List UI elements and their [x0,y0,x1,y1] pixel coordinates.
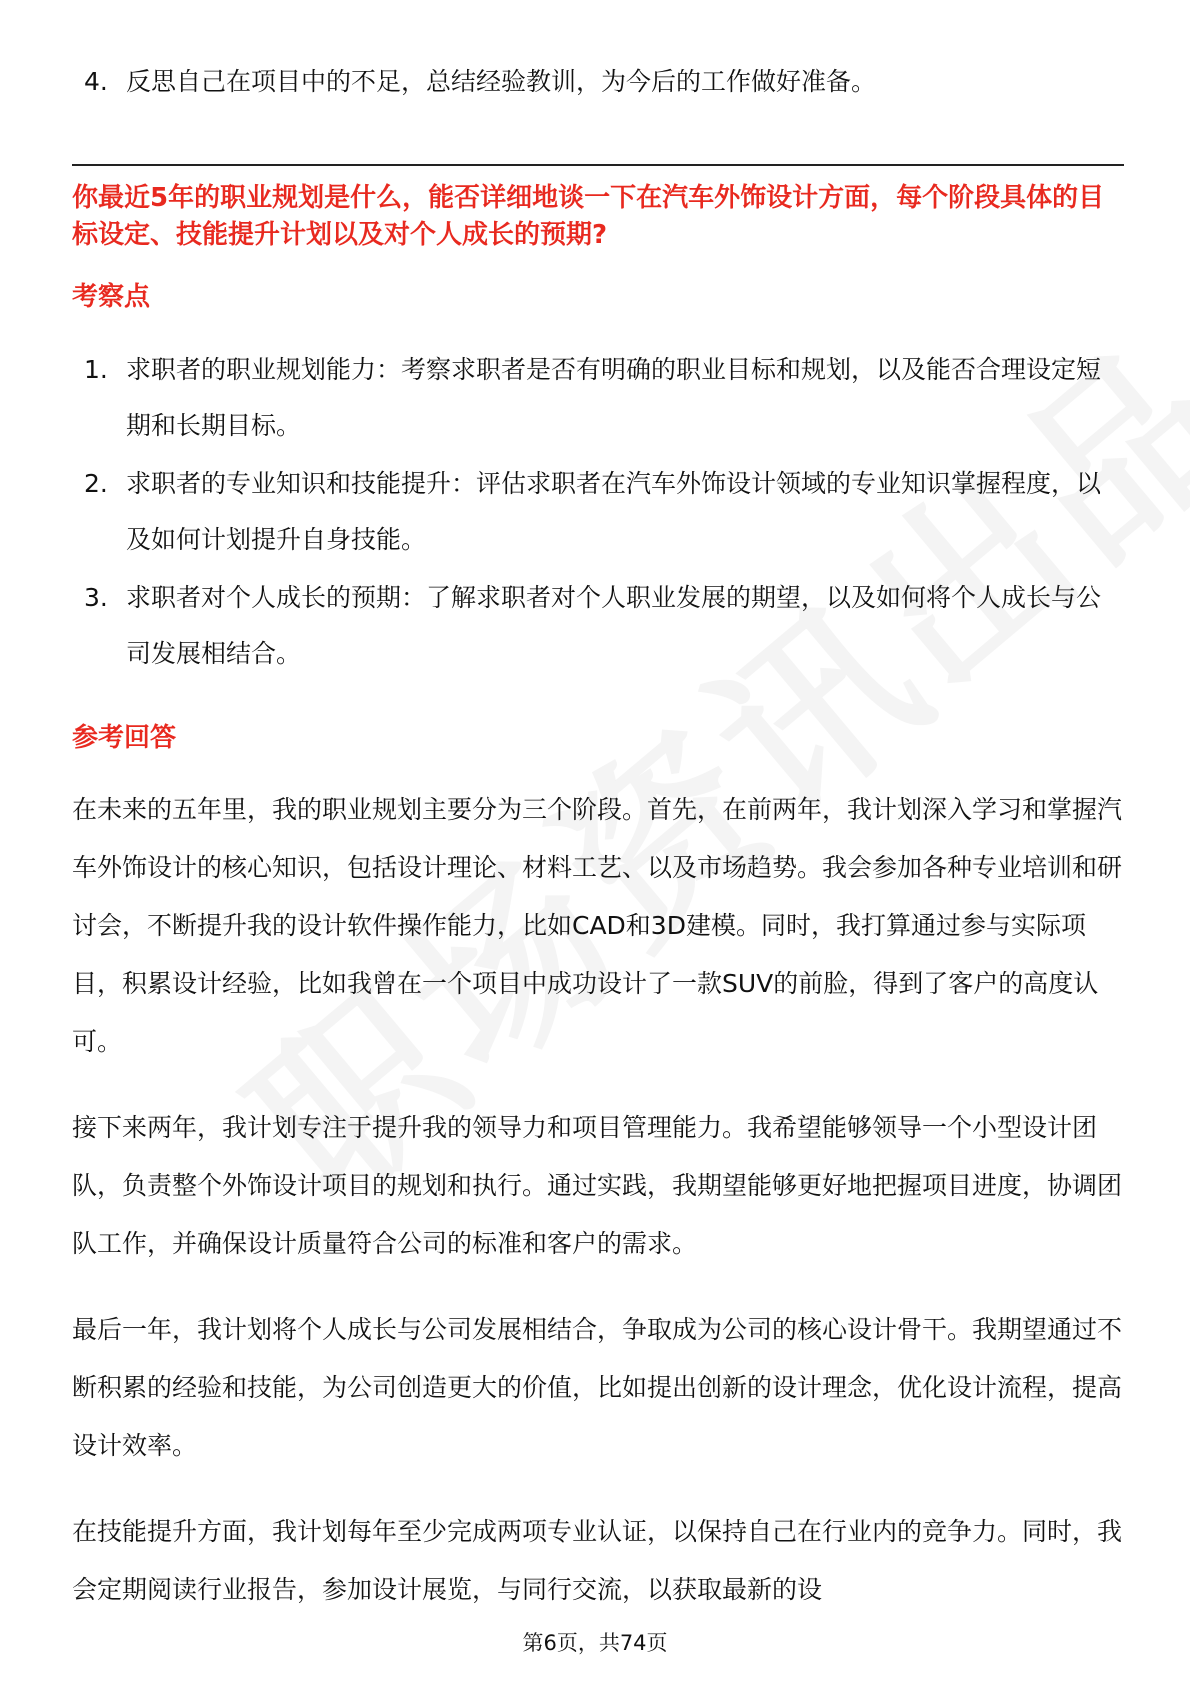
list-item-number: 2. [84,469,108,498]
list-item-number: 1. [84,355,108,384]
list-item [84,570,1124,682]
previous-list [84,54,1124,112]
list-item-number: 4. [84,67,108,96]
answer-paragraph: 在未来的五年里，我的职业规划主要分为三个阶段。首先，在前两年，我计划深入学习和掌握汽车外饰设计的核心知识，包括设计理论、材料工艺、以及市场趋势。我会参加各种专业培训和研讨会，不断提升我的设计软件操作能力，比如CAD和3D建模。同时，我打算通过参与实际项目，积累设计经验，比如我曾在一个项目中成功设计了一款SUV的前脸，得到了客户的高度认可。 [72,795,1123,1056]
criteria-list [84,342,1124,684]
list-item [84,342,1124,454]
answer-paragraph: 最后一年，我计划将个人成长与公司发展相结合，争取成为公司的核心设计骨干。我期望通过不断积累的经验和技能，为公司创造更大的价值，比如提出创新的设计理念，优化设计流程，提高设计效率。 [72,1315,1123,1460]
list-item [84,54,1124,110]
answer-body [72,781,1124,1647]
answer-paragraph: 在技能提升方面，我计划每年至少完成两项专业认证，以保持自己在行业内的竞争力。同时，我会定期阅读行业报告，参加设计展览，与同行交流，以获取最新的设 [72,1517,1123,1604]
page-number-footer: 第6页，共74页 [522,1631,668,1655]
answer-paragraph: 接下来两年，我计划专注于提升我的领导力和项目管理能力。我希望能够领导一个小型设计团队，负责整个外饰设计项目的规划和执行。通过实践，我期望能够更好地把握项目进度，协调团队工作，并确保设计质量符合公司的标准和客户的需求。 [72,1113,1123,1258]
criteria-heading: 考察点 [72,282,151,312]
answer-heading: 参考回答 [72,723,177,753]
list-item-text: 求职者的专业知识和技能提升：评估求职者在汽车外饰设计领域的专业知识掌握程度，以及如何计划提升自身技能。 [126,469,1102,554]
list-item [84,456,1124,568]
list-item-text: 求职者的职业规划能力：考察求职者是否有明确的职业目标和规划，以及能否合理设定短期和长期目标。 [126,355,1102,440]
list-item-number: 3. [84,583,108,612]
question-title: 你最近5年的职业规划是什么，能否详细地谈一下在汽车外饰设计方面，每个阶段具体的目标设定、技能提升计划以及对个人成长的预期? [72,183,1105,250]
list-item-text: 求职者对个人成长的预期：了解求职者对个人职业发展的期望，以及如何将个人成长与公司发展相结合。 [126,583,1102,668]
section-divider [72,164,1124,166]
list-item-text: 反思自己在项目中的不足，总结经验教训，为今后的工作做好准备。 [126,67,877,96]
